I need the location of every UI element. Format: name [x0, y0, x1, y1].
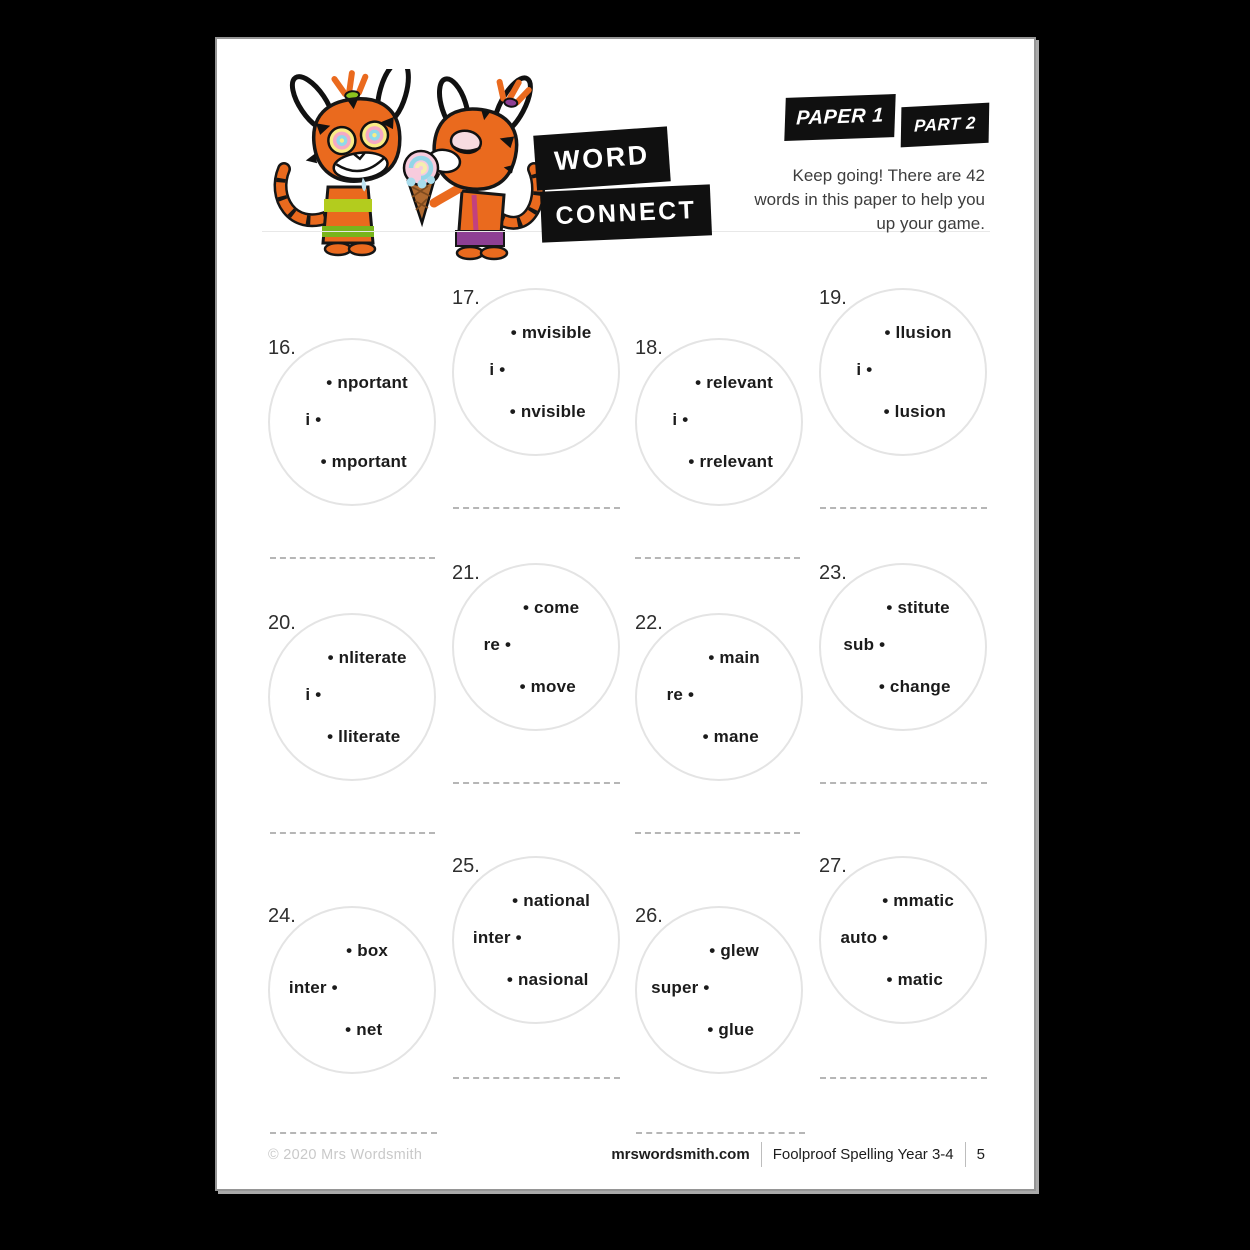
separator-dash	[270, 557, 435, 559]
puzzle-number: 20.	[268, 612, 296, 634]
puzzle-17	[452, 288, 620, 456]
prefix: i •	[672, 410, 689, 430]
title-word: WORD	[553, 139, 651, 177]
option-top: • nportant	[326, 373, 408, 393]
puzzle-number: 24.	[268, 905, 296, 927]
puzzle-24	[268, 906, 436, 1074]
puzzle-circle	[452, 563, 620, 731]
puzzle-21	[452, 563, 620, 731]
intro-line-1: Keep going! There are 42	[792, 166, 985, 185]
puzzle-19	[819, 288, 987, 456]
puzzle-number: 18.	[635, 337, 663, 359]
footer-info	[611, 1142, 985, 1167]
separator-dash	[453, 507, 620, 509]
option-bottom: • rrelevant	[688, 452, 774, 472]
prefix: auto •	[840, 928, 889, 948]
puzzle-number: 16.	[268, 337, 296, 359]
puzzle-number: 27.	[819, 855, 847, 877]
option-bottom: • move	[519, 677, 576, 697]
prefix: i •	[305, 685, 322, 705]
prefix: i •	[856, 360, 873, 380]
option-top: • glew	[709, 941, 759, 961]
tigers-illustration	[262, 69, 554, 264]
prefix: i •	[489, 360, 506, 380]
option-bottom: • glue	[707, 1020, 755, 1040]
puzzle-circle	[452, 288, 620, 456]
option-bottom: • nvisible	[509, 402, 586, 422]
separator-dash	[453, 1077, 620, 1079]
option-top: • mmatic	[882, 891, 955, 911]
prefix: re •	[666, 685, 695, 705]
option-top: • llusion	[884, 323, 952, 343]
title-banner-connect	[540, 184, 712, 242]
page-number: 5	[976, 1146, 985, 1163]
puzzle-16	[268, 338, 436, 506]
option-bottom: • mane	[702, 727, 759, 747]
option-top: • nliterate	[327, 648, 407, 668]
puzzle-number: 17.	[452, 287, 480, 309]
puzzle-25	[452, 856, 620, 1024]
worksheet-page	[215, 37, 1036, 1191]
option-top: • box	[346, 941, 389, 961]
puzzle-22	[635, 613, 803, 781]
option-bottom: • mportant	[320, 452, 407, 472]
book-title-text: Foolproof Spelling Year 3-4	[772, 1146, 954, 1163]
puzzle-number: 23.	[819, 562, 847, 584]
puzzle-circle	[819, 288, 987, 456]
separator-dash	[453, 782, 620, 784]
intro-line-2: words in this paper to help you	[754, 189, 985, 209]
prefix: inter •	[472, 928, 522, 948]
option-top: • national	[512, 891, 591, 911]
option-top: • mvisible	[510, 323, 592, 343]
puzzle-number: 25.	[452, 855, 480, 877]
puzzle-18	[635, 338, 803, 506]
intro-text	[723, 164, 985, 235]
puzzle-number: 19.	[819, 287, 847, 309]
puzzle-number: 26.	[635, 905, 663, 927]
puzzle-26	[635, 906, 803, 1074]
footer-divider	[965, 1142, 966, 1167]
puzzle-27	[819, 856, 987, 1024]
part-badge: PART 2	[901, 103, 990, 148]
option-top: • relevant	[695, 373, 774, 393]
puzzle-circle	[268, 613, 436, 781]
separator-dash	[636, 1132, 805, 1134]
option-bottom: • lliterate	[327, 727, 401, 747]
puzzle-number: 21.	[452, 562, 480, 584]
option-top: • come	[522, 598, 580, 618]
puzzle-circle	[635, 338, 803, 506]
puzzle-circle	[635, 613, 803, 781]
title-banner-word	[533, 126, 671, 190]
prefix: sub •	[843, 635, 886, 655]
title-connect: CONNECT	[554, 195, 698, 231]
paper-badge: PAPER 1	[784, 94, 895, 141]
separator-dash	[270, 1132, 437, 1134]
prefix: re •	[483, 635, 512, 655]
separator-dash	[270, 832, 435, 834]
option-bottom: • change	[878, 677, 951, 697]
intro-line-3: up your game.	[876, 213, 985, 233]
prefix: super •	[651, 978, 710, 998]
separator-dash	[635, 832, 800, 834]
separator-dash	[820, 507, 987, 509]
option-bottom: • lusion	[883, 402, 946, 422]
puzzle-circle	[268, 338, 436, 506]
separator-dash	[820, 782, 987, 784]
ice-cream-icon	[404, 151, 438, 223]
puzzle-23	[819, 563, 987, 731]
separator-dash	[635, 557, 800, 559]
option-bottom: • net	[345, 1020, 383, 1040]
puzzle-20	[268, 613, 436, 781]
option-top: • stitute	[886, 598, 950, 618]
prefix: i •	[305, 410, 322, 430]
copyright-text: © 2020 Mrs Wordsmith	[268, 1147, 423, 1163]
option-bottom: • nasional	[506, 970, 589, 990]
option-bottom: • matic	[886, 970, 943, 990]
prefix: inter •	[288, 978, 338, 998]
puzzle-number: 22.	[635, 612, 663, 634]
separator-dash	[820, 1077, 987, 1079]
website-text: mrswordsmith.com	[611, 1146, 750, 1163]
footer-divider	[761, 1142, 762, 1167]
option-top: • main	[708, 648, 760, 668]
